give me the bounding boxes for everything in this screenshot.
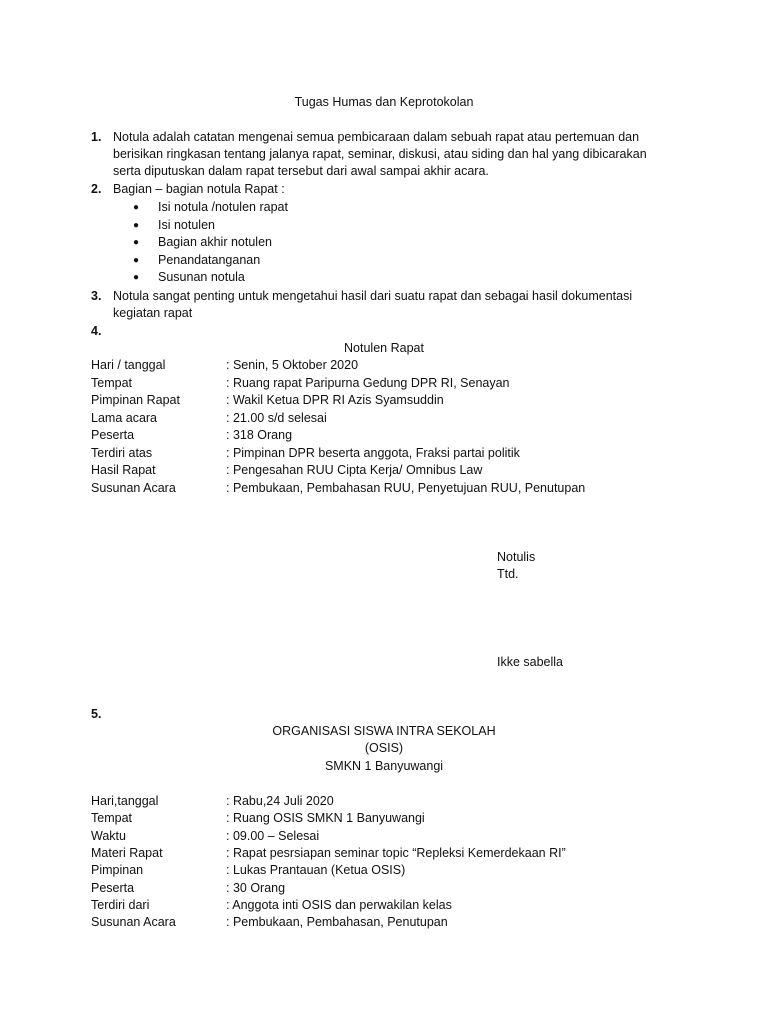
row-value: : Rabu,24 Juli 2020 xyxy=(226,794,334,808)
bullet-icon: ● xyxy=(133,272,140,283)
row-label: Hari,tanggal xyxy=(91,794,159,808)
row-label: Pimpinan xyxy=(91,863,144,877)
item3-line-1: Notula sangat penting untuk mengetahui hasil dari suatu rapat dan sebagai hasil dokumentasi xyxy=(113,289,633,303)
row-value: : Pembukaan, Pembahasan RUU, Penyetujuan RUU, Penutupan xyxy=(226,481,586,495)
row-label: Susunan Acara xyxy=(91,481,176,495)
row-value: : Lukas Prantauan (Ketua OSIS) xyxy=(226,863,406,877)
row-label: Tempat xyxy=(91,376,132,390)
item1-line-1: Notula adalah catatan mengenai semua pembicaraan dalam sebuah rapat atau pertemuan dan xyxy=(113,130,640,144)
notulen-heading: Notulen Rapat xyxy=(344,341,424,355)
signature-name: Ikke sabella xyxy=(497,655,564,669)
row-value: : 318 Orang xyxy=(226,428,293,442)
row-value: : Pengesahan RUU Cipta Kerja/ Omnibus Law xyxy=(226,463,483,477)
item2-text: Bagian – bagian notula Rapat : xyxy=(113,182,285,196)
row-value: : Senin, 5 Oktober 2020 xyxy=(226,358,359,372)
row-label: Susunan Acara xyxy=(91,915,176,929)
bullet-item-5: Susunan notula xyxy=(158,270,245,284)
list-number-4: 4. xyxy=(91,324,102,338)
row-value: : Ruang OSIS SMKN 1 Banyuwangi xyxy=(226,811,425,825)
list-number-1: 1. xyxy=(91,130,102,144)
item3-line-2: kegiatan rapat xyxy=(113,306,193,320)
bullet-icon: ● xyxy=(133,220,140,231)
row-label: Terdiri dari xyxy=(91,898,150,912)
bullet-item-3: Bagian akhir notulen xyxy=(158,235,272,249)
osis-heading-line-1: ORGANISASI SISWA INTRA SEKOLAH xyxy=(272,724,496,738)
signature-ttd: Ttd. xyxy=(497,567,519,581)
bullet-item-2: Isi notulen xyxy=(158,218,215,232)
bullet-item-1: Isi notula /notulen rapat xyxy=(158,200,288,214)
signature-role: Notulis xyxy=(497,550,536,564)
row-label: Lama acara xyxy=(91,411,158,425)
row-label: Waktu xyxy=(91,829,126,843)
row-value: : 30 Orang xyxy=(226,881,286,895)
row-label: Materi Rapat xyxy=(91,846,163,860)
row-value: : 21.00 s/d selesai xyxy=(226,411,327,425)
row-label: Terdiri atas xyxy=(91,446,153,460)
osis-heading-line-2: (OSIS) xyxy=(364,741,404,755)
row-value: : Pimpinan DPR beserta anggota, Fraksi partai politik xyxy=(226,446,520,460)
list-number-3: 3. xyxy=(91,289,102,303)
item1-line-3: serta diputuskan dalam rapat tersebut dari awal sampai akhir acara. xyxy=(113,164,489,178)
row-value: : Anggota inti OSIS dan perwakilan kelas xyxy=(226,898,452,912)
row-label: Peserta xyxy=(91,881,135,895)
bullet-icon: ● xyxy=(133,237,140,248)
row-value: : Pembukaan, Pembahasan, Penutupan xyxy=(226,915,448,929)
row-label: Pimpinan Rapat xyxy=(91,393,180,407)
bullet-icon: ● xyxy=(133,255,140,266)
row-value: : Rapat pesrsiapan seminar topic “Repleksi Kemerdekaan RI” xyxy=(226,846,566,860)
bullet-item-4: Penandatanganan xyxy=(158,253,261,267)
row-label: Hari / tanggal xyxy=(91,358,166,372)
row-value: : Wakil Ketua DPR RI Azis Syamsuddin xyxy=(226,393,444,407)
row-value: : Ruang rapat Paripurna Gedung DPR RI, Senayan xyxy=(226,376,510,390)
page-title: Tugas Humas dan Keprotokolan xyxy=(294,95,474,109)
list-number-2: 2. xyxy=(91,182,102,196)
row-label: Hasil Rapat xyxy=(91,463,156,477)
row-label: Tempat xyxy=(91,811,132,825)
bullet-icon: ● xyxy=(133,202,140,213)
osis-heading-line-3: SMKN 1 Banyuwangi xyxy=(324,759,444,773)
list-number-5: 5. xyxy=(91,707,102,721)
row-value: : 09.00 – Selesai xyxy=(226,829,320,843)
item1-line-2: berisikan ringkasan tentang jalanya rapat, seminar, diskusi, atau siding dan hal yang dibicarakan xyxy=(113,147,647,161)
row-label: Peserta xyxy=(91,428,135,442)
